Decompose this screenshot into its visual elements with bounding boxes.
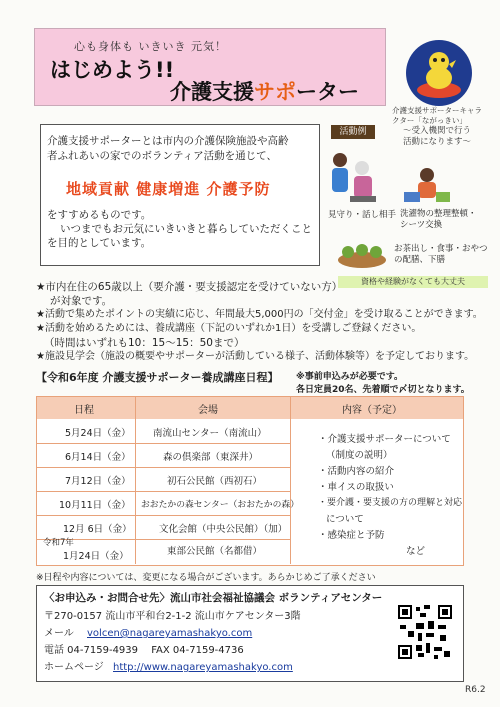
table-row	[37, 419, 290, 444]
intro-line2: 者ふれあいの家でのボランティア活動を通じて、	[47, 150, 277, 162]
row-date: 1月24日（金）	[63, 551, 129, 562]
content-item: について	[326, 514, 364, 525]
table-row	[37, 515, 290, 540]
activity-label: 活動例	[331, 125, 375, 139]
mail-link[interactable]: volcen@nagareyamashakyo.com	[87, 628, 253, 639]
content-item: ・活動内容の紹介	[318, 466, 395, 477]
title-part-b: サポ	[254, 80, 296, 104]
row-date: 6月14日（金）	[65, 452, 131, 463]
activity-badge: 資格や経験がなくても大丈夫	[338, 276, 488, 288]
contact-address: 〒270-0157 流山市平和台2-1-2 流山市ケアセンター3階	[44, 611, 301, 622]
mascot-caption-line2: クター「ながっきい」	[392, 116, 467, 125]
content-item: ・車イスの取扱い	[318, 482, 394, 493]
activity-note-line2: 活動になります～	[402, 137, 471, 147]
activity-item1: 見守り・話し相手	[328, 210, 397, 220]
contact-hp-row	[44, 658, 293, 673]
table-row	[37, 443, 290, 468]
catchphrase: 心も身体も いきいき 元気！	[74, 40, 227, 53]
schedule-title: 【令和6年度 介護支援サポーター養成講座日程】	[36, 371, 279, 384]
intro-keywords: 地域貢献 健康増進 介護予防	[66, 180, 271, 198]
mail-label: メール	[44, 628, 74, 639]
mascot-caption	[392, 106, 496, 126]
row-venue: 南流山センター（南流山）	[153, 428, 267, 439]
mascot-icon	[404, 38, 474, 108]
row-venue: 森の倶楽部（東深井）	[163, 452, 259, 463]
activity-item2	[400, 209, 477, 231]
content-item: ・要介護・要支援の方の理解と対応	[318, 498, 463, 508]
intro-line3: をすすめるものです。	[47, 209, 152, 221]
revision-label: R6.2	[465, 685, 486, 695]
tea-illustration-icon	[336, 234, 388, 270]
intro-line4: いつまでもお元気にいきいきと暮らしていただくこと	[60, 223, 312, 235]
row-venue: おおたかの森センター（おおたかの森）	[141, 500, 299, 510]
bullet-4: ★施設見学会（施設の概要やサポーターが活動している様子、活動体験等）を予定しております。	[36, 351, 475, 362]
table-row	[37, 491, 299, 516]
activity-item3-line2: の配膳、下膳	[394, 255, 446, 265]
contact-mail-row	[44, 624, 252, 639]
laundry-illustration-icon	[402, 166, 452, 206]
row-date-year: 令和7年	[43, 538, 74, 548]
activity-note-line1: ～受入機関で行う	[402, 126, 471, 136]
row-date: 5月24日（金）	[65, 428, 131, 439]
row-venue: 東部公民館（名都借）	[167, 546, 263, 557]
mascot-caption-line1: 介護支援サポーターキャラ	[392, 106, 482, 115]
activity-item2-line1: 洗濯物の整理整頓・	[400, 209, 477, 219]
bullet-3: ★活動を始めるためには、養成講座（下記のいずれか1日）を受講しご登録ください。	[36, 323, 422, 334]
header-content: 内容（予定）	[342, 405, 402, 416]
activity-item2-line2: シーツ交換	[400, 220, 443, 230]
table-row	[37, 467, 290, 492]
page-title-line2	[170, 76, 359, 106]
bullet-1: ★市内在住の65歳以上（要介護・要支援認定を受けていない方）	[36, 281, 343, 293]
bullet-2: ★活動で集めたポイントの実績に応じ、年間最大5,000円の「交付金」を受け取ることができます。	[36, 309, 483, 320]
contact-phone: 電話 04-7159-4939 FAX 04-7159-4736	[44, 645, 244, 656]
content-item: ・感染症と予防	[318, 530, 385, 541]
row-venue: 初石公民館（西初石）	[167, 476, 263, 487]
page-title-line1: はじめよう!!	[50, 58, 175, 82]
caregiver-illustration-icon	[324, 150, 380, 208]
intro-line5: を目的としています。	[47, 237, 152, 249]
content-item: ・介護支援サポーターについて	[318, 434, 451, 445]
activity-item3-line1: お茶出し・食事・おやつ	[394, 244, 488, 254]
title-part-a: 介護支援	[170, 80, 254, 104]
schedule-note1: ※事前申込みが必要です。	[296, 372, 404, 382]
activity-item3	[394, 244, 488, 266]
table-row	[37, 539, 290, 563]
bullet-3b: （時間はいずれも10：15～15：50まで）	[44, 337, 245, 349]
bullet-1b: が対象です。	[50, 295, 113, 307]
divider	[135, 397, 136, 419]
contact-title: 〈お申込み・お問合せ先〉流山市社会福祉協議会 ボランティアセンター	[44, 592, 383, 604]
row-venue: 文化会館（中央公民館）（加）	[159, 524, 288, 535]
header-venue: 会場	[198, 405, 218, 416]
hp-label: ホームページ	[44, 662, 104, 673]
row-date: 12月 6日（金）	[63, 524, 132, 535]
schedule-footnote: ※日程や内容については、変更になる場合がございます。あらかじめご了承ください	[36, 573, 376, 583]
header-date: 日程	[74, 405, 94, 416]
qr-code-icon	[396, 603, 454, 661]
row-date: 10月11日（金）	[59, 500, 131, 511]
divider	[290, 397, 291, 564]
title-part-c: ーター	[296, 80, 359, 104]
schedule-note2: 各日定員20名、先着順で〆切となります。	[296, 385, 470, 395]
row-date: 7月12日（金）	[65, 476, 131, 487]
intro-line1: 介護支援サポーターとは市内の介護保険施設や高齢	[47, 135, 289, 147]
content-end: など	[406, 546, 426, 557]
content-item: （制度の説明）	[326, 450, 393, 461]
hp-link[interactable]: http://www.nagareyamashakyo.com	[113, 662, 293, 673]
activity-note	[382, 126, 492, 148]
